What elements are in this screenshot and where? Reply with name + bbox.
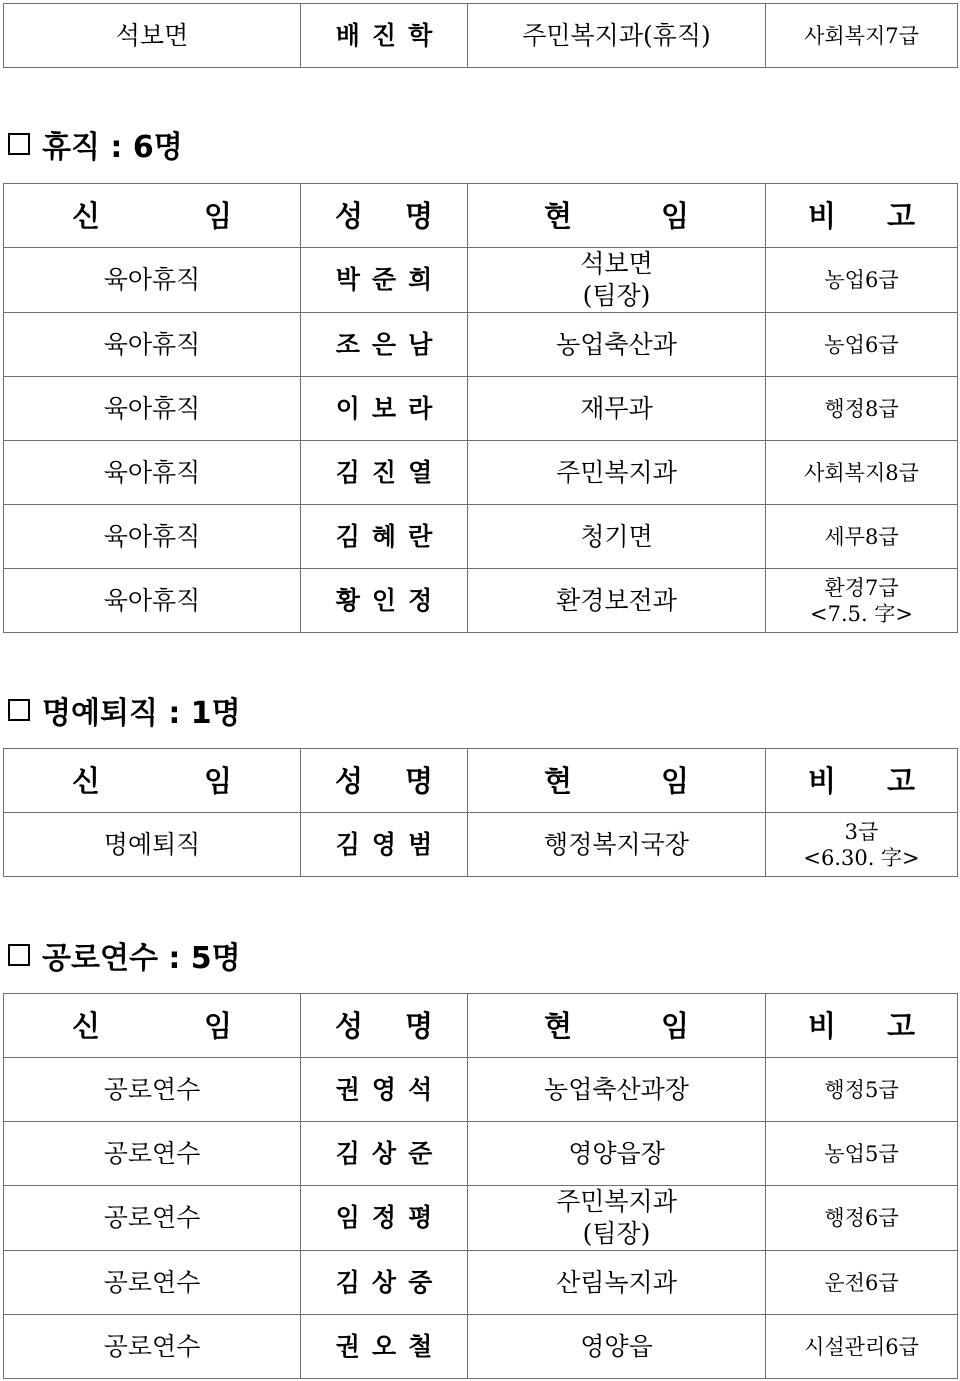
- header-glyph: 임: [660, 763, 689, 798]
- new-post-cell: 석보면: [4, 4, 301, 68]
- note-cell: 농업5급: [766, 1122, 958, 1186]
- header-glyph: 성: [335, 198, 364, 233]
- header-row: [4, 749, 958, 813]
- header-glyph: 현: [544, 198, 573, 233]
- name-cell: 권영석: [301, 1058, 468, 1122]
- note-cell: 시설관리6급: [766, 1315, 958, 1379]
- note-cell: 행정5급: [766, 1058, 958, 1122]
- header-glyph: 임: [660, 198, 689, 233]
- name-cell: 김상준: [301, 1122, 468, 1186]
- table-row: [4, 1251, 958, 1315]
- header-glyph: 고: [886, 1008, 915, 1043]
- note-cell: 세무8급: [766, 505, 958, 569]
- header-current-post: [468, 184, 766, 248]
- name-cell: 김상중: [301, 1251, 468, 1315]
- header-glyph: 현: [544, 1008, 573, 1043]
- header-glyph: 임: [203, 763, 232, 798]
- header-note: [766, 184, 958, 248]
- header-glyph: 임: [203, 198, 232, 233]
- current-post-cell: 주민복지과 (팀장): [468, 1186, 766, 1251]
- current-post-cell: 주민복지과(휴직): [468, 4, 766, 68]
- header-note: [766, 994, 958, 1058]
- header-glyph: 명: [404, 1008, 433, 1043]
- note-cell: 행정8급: [766, 377, 958, 441]
- note-cell: 사회복지8급: [766, 441, 958, 505]
- checkbox-square-icon: [8, 699, 30, 721]
- header-new-post: [4, 184, 301, 248]
- header-glyph: 성: [335, 763, 364, 798]
- new-post-cell: 공로연수: [4, 1186, 301, 1251]
- checkbox-square-icon: [8, 133, 30, 155]
- name-cell: 김진열: [301, 441, 468, 505]
- header-glyph: 임: [660, 1008, 689, 1043]
- header-name: [301, 184, 468, 248]
- name-cell: 권오철: [301, 1315, 468, 1379]
- top-table: [3, 3, 958, 68]
- section-title-leave: 휴직 : 6명: [8, 122, 183, 166]
- table-row: [4, 441, 958, 505]
- name-cell: 김영범: [301, 813, 468, 877]
- note-cell: 농업6급: [766, 248, 958, 313]
- header-row: [4, 994, 958, 1058]
- new-post-cell: 육아휴직: [4, 377, 301, 441]
- header-glyph: 현: [544, 763, 573, 798]
- note-cell: 3급 <6.30. 字>: [766, 813, 958, 877]
- header-name: [301, 994, 468, 1058]
- table-row: [4, 1058, 958, 1122]
- header-glyph: 고: [886, 198, 915, 233]
- table-row: [4, 813, 958, 877]
- name-cell: 조은남: [301, 313, 468, 377]
- name-cell: 황인정: [301, 569, 468, 633]
- current-post-cell: 영양읍: [468, 1315, 766, 1379]
- table-row: [4, 377, 958, 441]
- header-glyph: 명: [404, 763, 433, 798]
- new-post-cell: 육아휴직: [4, 569, 301, 633]
- note-cell: 농업6급: [766, 313, 958, 377]
- header-current-post: [468, 749, 766, 813]
- checkbox-square-icon: [8, 944, 30, 966]
- current-post-cell: 환경보전과: [468, 569, 766, 633]
- new-post-cell: 육아휴직: [4, 248, 301, 313]
- current-post-cell: 석보면 (팀장): [468, 248, 766, 313]
- header-glyph: 성: [335, 1008, 364, 1043]
- section-title-merit-training: 공로연수 : 5명: [8, 933, 241, 977]
- new-post-cell: 공로연수: [4, 1058, 301, 1122]
- header-glyph: 신: [72, 198, 101, 233]
- current-post-cell: 행정복지국장: [468, 813, 766, 877]
- table-row: [4, 4, 958, 68]
- new-post-cell: 공로연수: [4, 1251, 301, 1315]
- new-post-cell: 육아휴직: [4, 313, 301, 377]
- leave-table: [3, 183, 958, 633]
- header-glyph: 비: [808, 198, 837, 233]
- name-cell: 임정평: [301, 1186, 468, 1251]
- note-cell: 행정6급: [766, 1186, 958, 1251]
- header-new-post: [4, 749, 301, 813]
- note-cell: 운전6급: [766, 1251, 958, 1315]
- new-post-cell: 공로연수: [4, 1315, 301, 1379]
- name-cell: 박준희: [301, 248, 468, 313]
- new-post-cell: 명예퇴직: [4, 813, 301, 877]
- header-glyph: 비: [808, 763, 837, 798]
- current-post-cell: 주민복지과: [468, 441, 766, 505]
- header-glyph: 신: [72, 1008, 101, 1043]
- current-post-cell: 청기면: [468, 505, 766, 569]
- current-post-cell: 농업축산과: [468, 313, 766, 377]
- table-row: [4, 569, 958, 633]
- header-glyph: 임: [203, 1008, 232, 1043]
- current-post-cell: 영양읍장: [468, 1122, 766, 1186]
- retirement-table: [3, 748, 958, 877]
- new-post-cell: 육아휴직: [4, 505, 301, 569]
- name-cell: 이보라: [301, 377, 468, 441]
- header-glyph: 명: [404, 198, 433, 233]
- header-current-post: [468, 994, 766, 1058]
- training-table: [3, 993, 958, 1379]
- note-cell: 환경7급 <7.5. 字>: [766, 569, 958, 633]
- name-cell: 배진학: [301, 4, 468, 68]
- new-post-cell: 공로연수: [4, 1122, 301, 1186]
- table-row: [4, 1186, 958, 1251]
- name-cell: 김혜란: [301, 505, 468, 569]
- table-row: [4, 505, 958, 569]
- new-post-cell: 육아휴직: [4, 441, 301, 505]
- header-name: [301, 749, 468, 813]
- header-glyph: 비: [808, 1008, 837, 1043]
- header-glyph: 고: [886, 763, 915, 798]
- current-post-cell: 산림녹지과: [468, 1251, 766, 1315]
- current-post-cell: 재무과: [468, 377, 766, 441]
- header-row: [4, 184, 958, 248]
- table-row: [4, 1315, 958, 1379]
- note-cell: 사회복지7급: [766, 4, 958, 68]
- table-row: [4, 313, 958, 377]
- table-row: [4, 1122, 958, 1186]
- current-post-cell: 농업축산과장: [468, 1058, 766, 1122]
- table-row: [4, 248, 958, 313]
- header-glyph: 신: [72, 763, 101, 798]
- header-new-post: [4, 994, 301, 1058]
- header-note: [766, 749, 958, 813]
- section-title-honorary-retirement: 명예퇴직 : 1명: [8, 688, 241, 732]
